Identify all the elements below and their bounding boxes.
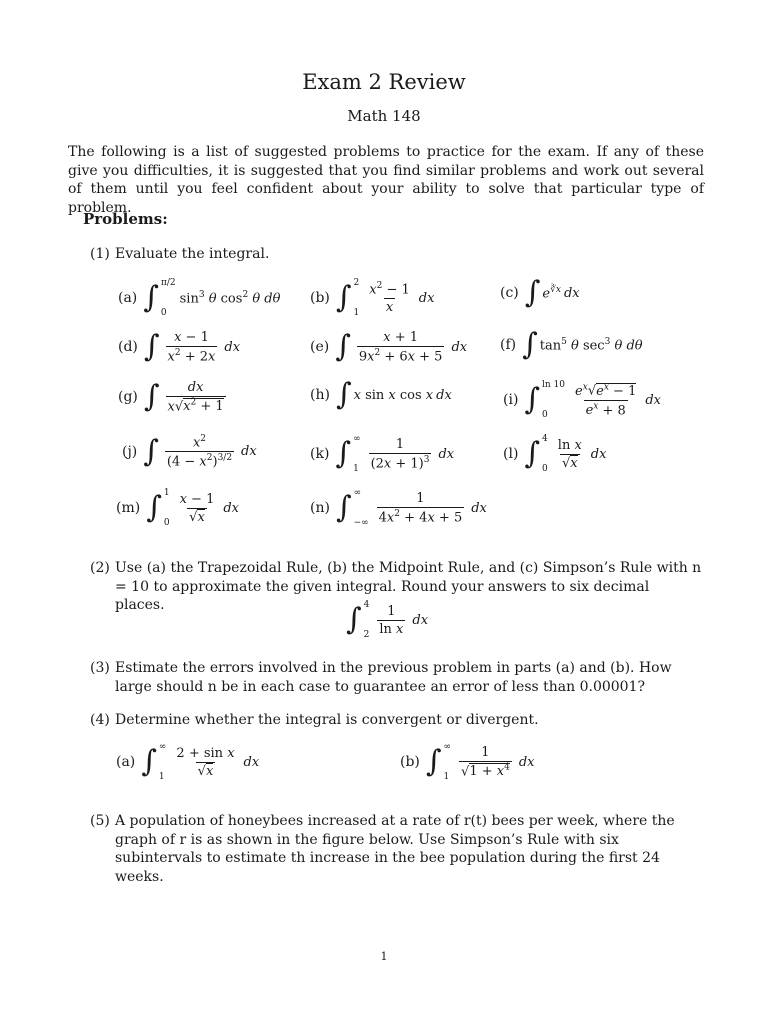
integral-g: (g) ∫ $\frac{dx}{x√x^2 + 1}$	[118, 379, 224, 415]
integral-label: (a)	[116, 754, 136, 770]
integral-f: (f) ∫ $\tan^5 \theta$ $\sec^3 \theta$ dθ	[500, 327, 643, 362]
integral-label: (d)	[118, 339, 138, 356]
problem-text: Use (a) the Trapezoidal Rule, (b) the Midpoint Rule, and (c) Simpson’s Rule with n = 10 to approximate the given integral. Round your answers to six decimal places.	[115, 560, 702, 613]
integral-label: (i)	[503, 392, 519, 408]
problem-text: A population of honeybees increased at a rate of r(t) bees per week, where the graph of r is as shown in the figure below. Use Simpson’s Rule with six subintervals to estimate th increase in the bee population during the first 24 weeks.	[115, 813, 675, 885]
integral-label: (m)	[116, 500, 141, 516]
problem-number: (4)	[90, 712, 110, 728]
integral-label: (g)	[118, 389, 138, 406]
integral-l: (l) ∫ 4 0 $\frac{\text{ln x}}{√x}$ dx	[503, 434, 607, 474]
problem-3	[90, 659, 705, 696]
integral-j: (j) ∫ $\frac{x^2}{(4 - x^2)^{3/2}}$ dx	[122, 433, 257, 470]
integral-e: (e) ∫ $\frac{x + 1}{9x^2 + 6x + 5}$ dx	[310, 329, 468, 365]
integral-problem-2: ∫ 4 2 $\frac{1}{\text{ln x}}$ dx	[346, 600, 429, 640]
intro-paragraph: The following is a list of suggested problems to practice for the exam. If any of these give you difficulties, it is suggested that you find similar problems and work out several of them until you feel confident about your ability to solve that particular type of problem.	[68, 144, 704, 216]
integral-label: (b)	[400, 754, 420, 770]
problem-number: (2)	[90, 560, 110, 576]
problem-text: Determine whether the integral is convergent or divergent.	[115, 712, 539, 728]
integral-k: (k) ∫ ∞ 1 $\frac{1}{(2x + 1)^3}$ dx	[310, 434, 455, 474]
integral-label: (e)	[310, 339, 330, 356]
problem-number: (3)	[90, 660, 110, 676]
problem-4	[90, 711, 705, 730]
document-subtitle: Math 148	[347, 107, 421, 125]
integral-label: (k)	[310, 446, 330, 462]
integral-c: (c) ∫ $e^{∛x}$ dx	[500, 275, 580, 310]
integral-4a: (a) ∫ ∞ 1 $\frac{\text{2 + sin x}}{√x}$ dx	[116, 742, 260, 782]
problems-heading: Problems:	[83, 210, 168, 228]
problem-text: Evaluate the integral.	[115, 246, 270, 262]
problem-number: (5)	[90, 813, 110, 829]
integral-b: (b) ∫ 2 1 $\frac{x^2 - 1}{x}$ dx	[310, 278, 435, 318]
problem-number: (1)	[90, 246, 110, 262]
integral-i: (i) ∫ ln 10 0 $\frac{e^x√e^x - 1}{e^x + 8}$ dx	[503, 380, 661, 420]
integral-label: (f)	[500, 337, 517, 353]
integral-label: (h)	[310, 387, 330, 403]
integral-a: (a) ∫ π/2 0 $\sin^3 \theta$ $\cos^2 \theta$ dθ	[118, 278, 281, 318]
integral-h: (h) ∫ x sin x cos x dx	[310, 377, 452, 412]
integral-label: (c)	[500, 285, 519, 301]
integral-label: (j)	[122, 443, 138, 460]
integral-label: (n)	[310, 500, 330, 516]
problem-text: Estimate the errors involved in the previous problem in parts (a) and (b). How large should n be in each case to guarantee an error of less than 0.00001?	[115, 660, 672, 695]
integral-d: (d) ∫ $\frac{x - 1}{x^2 + 2x}$ dx	[118, 329, 241, 365]
integral-4b: (b) ∫ ∞ 1 $\frac{1}{√1 + x^4}$ dx	[400, 742, 535, 782]
problem-1	[90, 245, 705, 264]
integral-label: (l)	[503, 446, 519, 462]
integral-label: (a)	[118, 290, 138, 306]
document-title: Exam 2 Review	[302, 70, 466, 94]
problem-5	[90, 812, 705, 886]
integral-n: (n) ∫ ∞ −∞ $\frac{1}{4x^2 + 4x + 5}$ dx	[310, 488, 487, 528]
integral-label: (b)	[310, 290, 330, 306]
page-number: 1	[380, 950, 388, 963]
integral-m: (m) ∫ 1 0 $\frac{x - 1}{√x}$ dx	[116, 488, 240, 528]
